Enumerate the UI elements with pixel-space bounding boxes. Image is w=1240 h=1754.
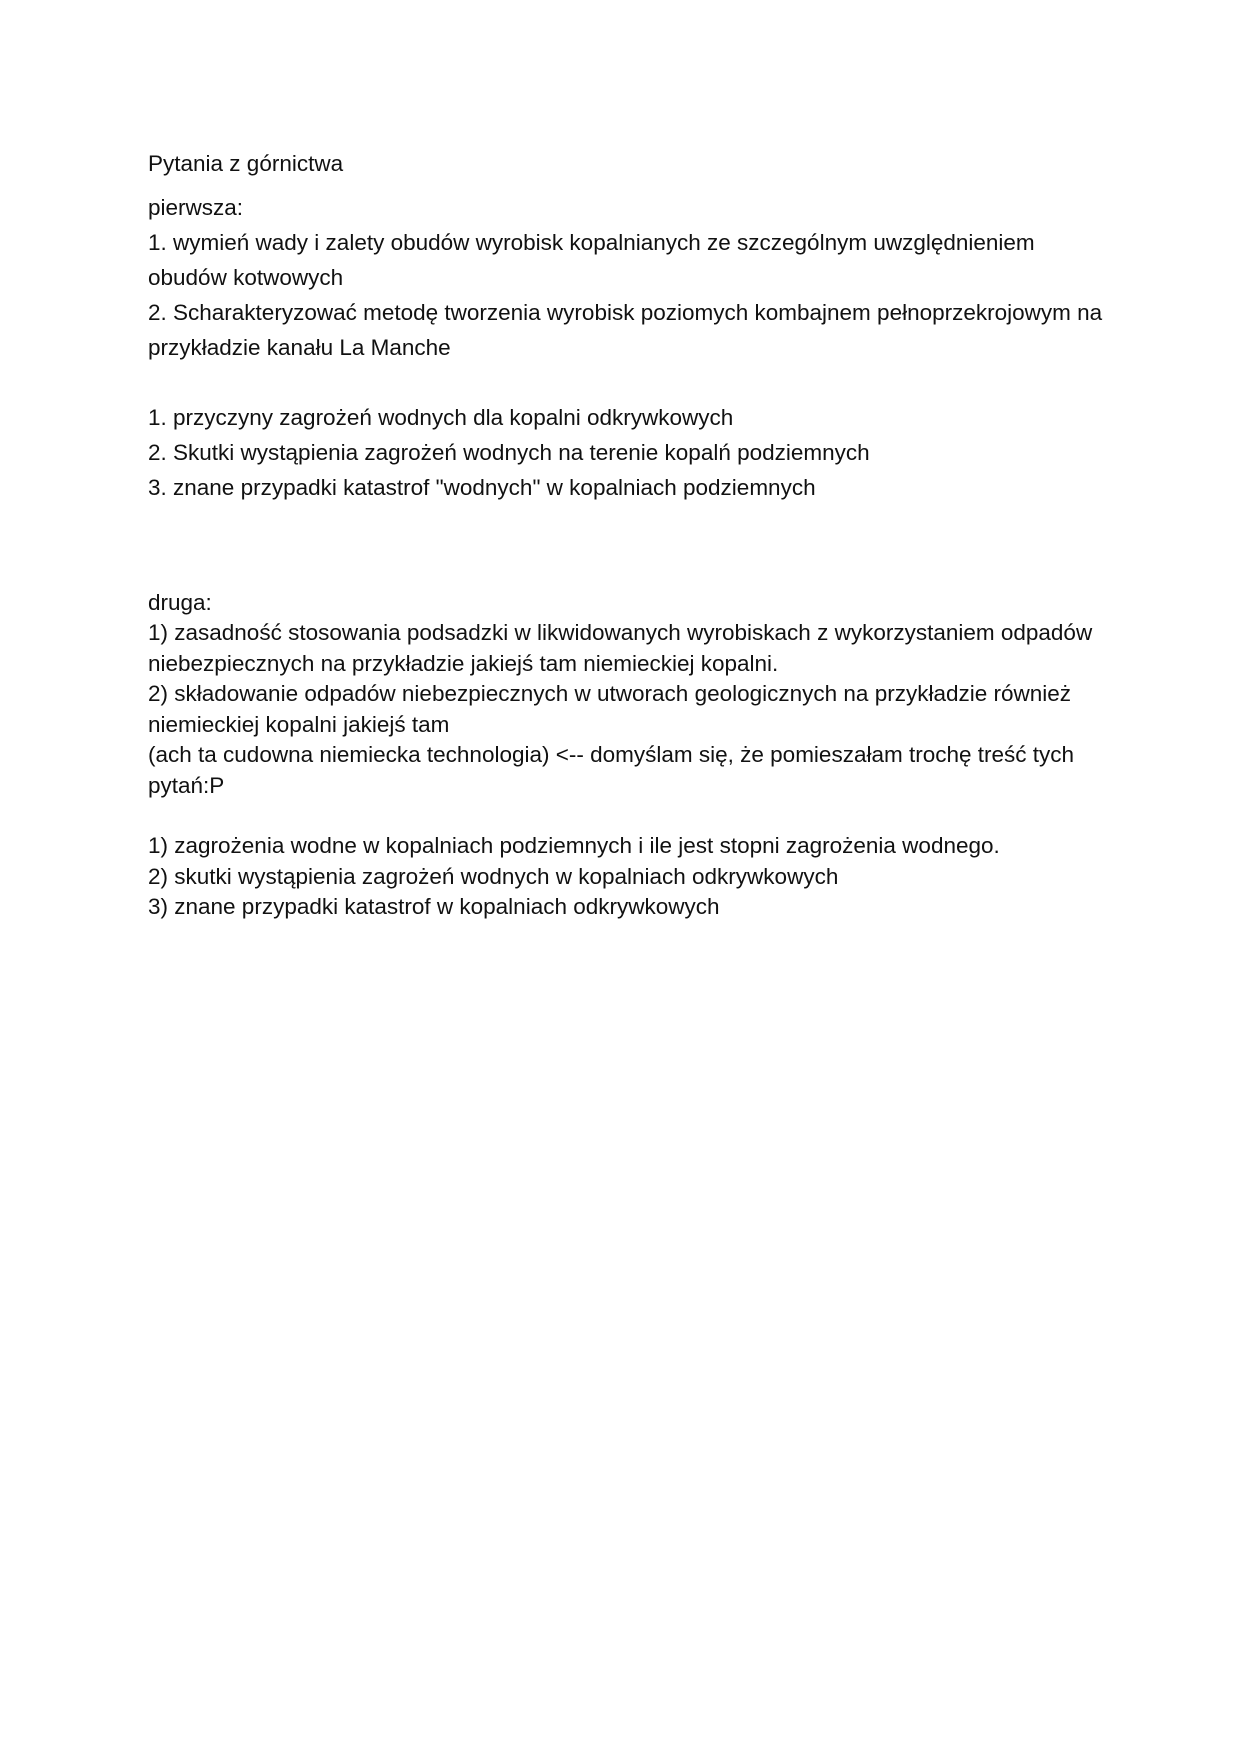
question-item: 1. wymień wady i zalety obudów wyrobisk kopalnianych ze szczególnym uwzględnieniem obudów kotwowych (148, 230, 1035, 290)
section-first (148, 190, 1108, 505)
question-item: 3. znane przypadki katastrof "wodnych" w kopalniach podziemnych (148, 475, 816, 500)
spacer (148, 505, 1108, 587)
question-item: 1) zasadność stosowania podsadzki w likwidowanych wyrobiskach z wykorzystaniem odpadów niebezpiecznych na przykładzie jakiejś tam niemieckiej kopalni. (148, 620, 1093, 676)
question-item: 1. przyczyny zagrożeń wodnych dla kopalni odkrywkowych (148, 405, 734, 430)
section-first-questions-a (148, 225, 1108, 365)
question-item: (ach ta cudowna niemiecka technologia) <-- domyślam się, że pomieszałam trochę treść tych pytań:P (148, 742, 1075, 798)
question-item: 2) skutki wystąpienia zagrożeń wodnych w kopalniach odkrywkowych (148, 863, 839, 889)
spacer (148, 365, 1108, 400)
section-first-questions-b (148, 400, 1108, 505)
question-item: 2. Skutki wystąpienia zagrożeń wodnych na terenie kopalń podziemnych (148, 440, 870, 465)
question-item: 1) zagrożenia wodne w kopalniach podziemnych i ile jest stopni zagrożenia wodnego. (148, 833, 1000, 858)
spacer (148, 801, 1108, 831)
question-item: 2) składowanie odpadów niebezpiecznych w utworach geologicznych na przykładzie również niemieckiej kopalni jakiejś tam (148, 681, 1072, 737)
section-second-label: druga: (148, 590, 212, 615)
document-title: Pytania z górnictwa (148, 151, 344, 176)
section-second (148, 587, 1108, 923)
section-first-label: pierwsza: (148, 195, 244, 220)
document-body (148, 146, 1108, 923)
question-item: 2. Scharakteryzować metodę tworzenia wyrobisk poziomych kombajnem pełnoprzekrojowym na przykładzie kanału La Manche (148, 300, 1103, 360)
question-item: 3) znane przypadki katastrof w kopalniach odkrywkowych (148, 894, 720, 919)
section-second-questions-a (148, 618, 1108, 801)
section-second-questions-b (148, 831, 1108, 923)
